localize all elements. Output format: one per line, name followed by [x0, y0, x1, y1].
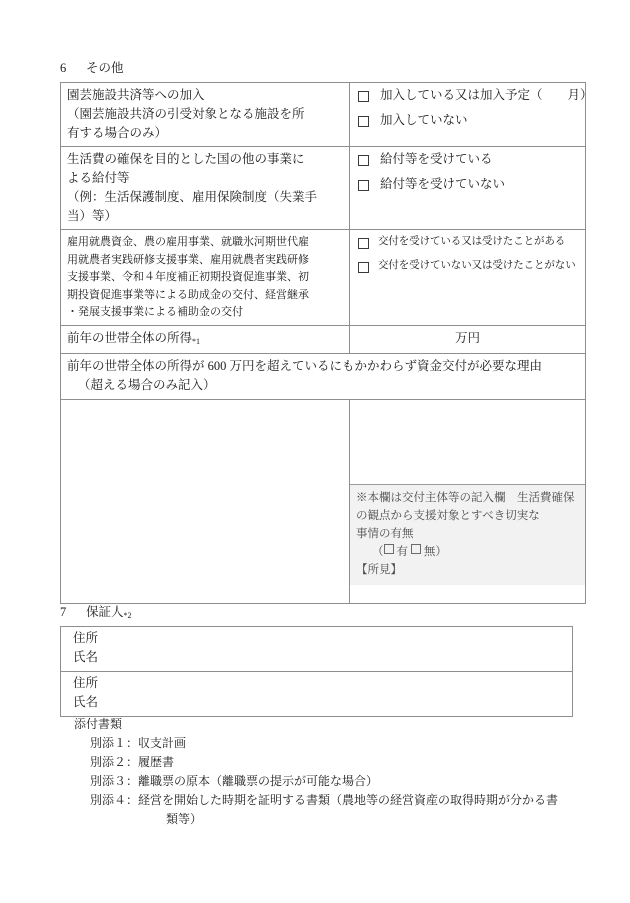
checkbox-icon[interactable]	[358, 180, 369, 191]
other-information-table	[60, 82, 593, 604]
section-heading-guarantor	[60, 604, 132, 622]
address-label: 住所	[73, 631, 99, 645]
reason-header-cell	[61, 354, 586, 400]
note-paren-open: （	[372, 546, 384, 558]
reason-line-2: （超える場合のみ記入）	[78, 378, 216, 392]
attachments-section	[60, 715, 580, 829]
checkbox-option-benefits-receiving[interactable]	[350, 147, 585, 172]
row-label-subsidies	[61, 230, 350, 326]
table-row-reason-header	[61, 354, 586, 400]
name-label: 氏名	[73, 695, 99, 709]
checkbox-label: 給付等を受けている	[380, 152, 493, 166]
attachment-label: 別添２：	[90, 755, 139, 769]
label-line: 生活費の確保を目的とした国の他の事業に	[67, 152, 305, 166]
row-label-insurance	[61, 83, 350, 147]
checkbox-option-subsidies-not-received[interactable]	[350, 254, 585, 278]
section-heading-other	[60, 60, 124, 76]
checkbox-icon[interactable]	[358, 116, 369, 127]
guarantor-table	[60, 626, 573, 717]
note-line-1: ※本欄は交付主体等の記入欄 生活費確保の観点から支援対象とすべき切実な	[356, 492, 575, 522]
attachment-value: 収支計画	[138, 736, 187, 750]
list-item	[60, 772, 580, 791]
income-label	[67, 329, 345, 349]
section-number-other: 6	[60, 61, 67, 75]
reason-line-1: 前年の世帯全体の所得が 600 万円を超えているにもかかわらず資金交付が必要な理由	[67, 359, 543, 373]
label-line: （例：生活保護制度、雇用保険制度（失業手	[67, 190, 318, 204]
attachment-value: 経営を開始した時期を証明する書類（農地等の経営資産の取得時期が分かる書	[138, 793, 559, 807]
address-label: 住所	[73, 676, 99, 690]
checkbox-icon[interactable]	[358, 91, 369, 102]
official-use-note	[350, 485, 585, 585]
row-label-income	[61, 326, 350, 354]
label-line: ・発展支援事業による補助金の交付	[67, 306, 243, 318]
section-title-guarantor: 保証人	[86, 605, 124, 619]
section-number-guarantor: 7	[60, 605, 67, 619]
label-line: 雇用就農資金、農の雇用事業、就職氷河期世代雇	[67, 236, 309, 248]
table-row-reason-writein	[61, 400, 586, 604]
note-line-3	[356, 543, 579, 561]
table-row-income	[61, 326, 586, 354]
table-row	[61, 672, 573, 717]
row-label-benefits	[61, 147, 350, 230]
attachment-label: 別添４：	[90, 793, 139, 807]
label-line: （園芸施設共済の引受対象となる施設を所	[67, 107, 305, 121]
list-item	[60, 734, 580, 753]
income-value-field[interactable]	[350, 326, 586, 354]
checkbox-label: 交付を受けていない又は受けたことがない	[378, 260, 576, 271]
checkbox-icon[interactable]	[358, 238, 369, 249]
table-row	[61, 627, 573, 672]
label-line: 園芸施設共済等への加入	[67, 88, 205, 102]
checkbox-label: 加入していない	[380, 113, 468, 127]
attachment-value: 離職票の原本（離職票の提示が可能な場合）	[138, 774, 379, 788]
checkbox-label: 交付を受けている又は受けたことがある	[378, 236, 566, 247]
note-no-label: 無	[423, 546, 436, 558]
row-options-subsidies	[350, 230, 586, 326]
note-paren-close: ）	[435, 546, 447, 558]
table-row-subsidies	[61, 230, 586, 326]
attachment-value: 履歴書	[138, 755, 175, 769]
note-line-2: 事情の有無	[356, 528, 414, 540]
checkbox-option-subsidies-received[interactable]	[350, 230, 585, 254]
attachments-title: 添付書類	[74, 717, 123, 731]
checkbox-icon-yes[interactable]	[384, 544, 394, 554]
label-line: よる給付等	[67, 171, 130, 185]
list-item	[60, 791, 580, 829]
table-row-benefits	[61, 147, 586, 230]
label-line: 有する場合のみ）	[67, 126, 168, 140]
row-options-insurance	[350, 83, 593, 147]
guarantor-entry-1[interactable]	[61, 627, 573, 672]
attachment-label: 別添１：	[90, 736, 139, 750]
attachment-value-block	[138, 791, 580, 829]
checkbox-option-insurance-enrolled[interactable]	[350, 83, 593, 108]
section-title-other: その他	[86, 61, 124, 75]
reason-gutter	[61, 400, 350, 604]
footnote-marker: *2	[123, 611, 132, 620]
reason-blank-area[interactable]	[350, 400, 585, 485]
guarantor-entry-2[interactable]	[61, 672, 573, 717]
list-item	[60, 753, 580, 772]
label-line: 用就農者実践研修支援事業、雇用就農者実践研修	[67, 253, 309, 266]
row-options-benefits	[350, 147, 586, 230]
income-unit: 万円	[454, 331, 480, 345]
name-label: 氏名	[73, 650, 99, 664]
attachment-value-continuation: 類等）	[166, 812, 203, 826]
reason-writein-cell[interactable]	[350, 400, 586, 604]
label-line: 当）等）	[67, 209, 118, 223]
table-row-insurance	[61, 83, 586, 147]
checkbox-icon-no[interactable]	[411, 544, 421, 554]
note-line-4: 【所見】	[356, 564, 402, 576]
note-yes-label: 有	[396, 546, 408, 558]
checkbox-icon[interactable]	[358, 262, 369, 273]
label-line: 支援事業、令和４年度補正初期投資促進事業、初	[67, 271, 309, 283]
checkbox-option-insurance-not-enrolled[interactable]	[350, 108, 585, 133]
checkbox-label: 加入している又は加入予定（ 月）	[380, 88, 593, 102]
income-label-text: 前年の世帯全体の所得	[67, 331, 193, 345]
attachment-label: 別添３：	[90, 774, 139, 788]
checkbox-icon[interactable]	[358, 155, 369, 166]
checkbox-label: 給付等を受けていない	[380, 177, 506, 191]
checkbox-option-benefits-not-receiving[interactable]	[350, 172, 585, 197]
label-line: 期投資促進事業等による助成金の交付、経営継承	[67, 288, 309, 301]
footnote-marker: *1	[192, 337, 201, 346]
